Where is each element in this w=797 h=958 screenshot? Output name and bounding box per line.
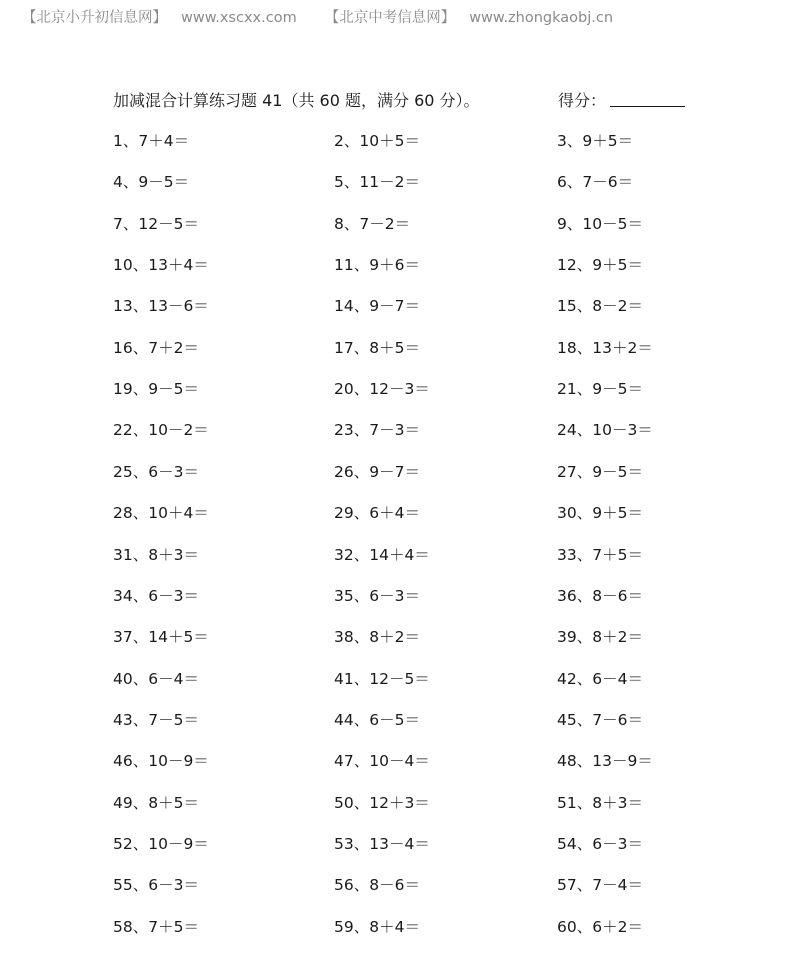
score-label: 得分： [558, 91, 607, 110]
problem-item: 10、13＋4＝ [113, 256, 209, 275]
problem-item: 19、9－5＝ [113, 380, 199, 399]
problem-item: 52、10－9＝ [113, 834, 209, 853]
problem-item: 45、7－6＝ [557, 710, 643, 729]
problem-item: 4、9－5＝ [113, 173, 190, 192]
problem-item: 35、6－3＝ [334, 586, 420, 605]
problem-item: 13、13－6＝ [113, 297, 209, 316]
problem-item: 37、14＋5＝ [113, 628, 209, 647]
problem-item: 12、9＋5＝ [557, 256, 643, 275]
site2-name: 【北京中考信息网】 [324, 10, 456, 26]
problem-item: 48、13－9＝ [557, 752, 653, 771]
problem-item: 24、10－3＝ [557, 421, 653, 440]
problem-item: 16、7＋2＝ [113, 338, 199, 357]
problem-item: 21、9－5＝ [557, 380, 643, 399]
problem-item: 38、8＋2＝ [334, 628, 420, 647]
problem-item: 1、7＋4＝ [113, 132, 190, 150]
problem-item: 25、6－3＝ [113, 462, 199, 481]
site1-name: 【北京小升初信息网】 [22, 10, 167, 26]
problem-item: 60、6＋2＝ [557, 917, 643, 936]
problem-item: 51、8＋3＝ [557, 793, 643, 812]
problem-item: 8、7－2＝ [334, 214, 411, 233]
problem-item: 58、7＋5＝ [113, 917, 199, 936]
problem-item: 54、6－3＝ [557, 834, 643, 853]
problem-item: 17、8＋5＝ [334, 338, 420, 357]
problem-item: 59、8＋4＝ [334, 917, 420, 936]
worksheet-title: 加减混合计算练习题 41（共 60 题，满分 60 分）。 [113, 91, 480, 110]
problem-item: 33、7＋5＝ [557, 545, 643, 564]
problem-item: 36、8－6＝ [557, 586, 643, 605]
problem-item: 15、8－2＝ [557, 297, 643, 316]
problem-item: 53、13－4＝ [334, 834, 430, 853]
problem-item: 44、6－5＝ [334, 710, 420, 729]
site2-url[interactable]: www.zhongkaobj.cn [469, 10, 614, 26]
problem-item: 56、8－6＝ [334, 876, 420, 895]
worksheet-title-row [113, 88, 733, 112]
problem-item: 30、9＋5＝ [557, 504, 643, 523]
site-header [22, 6, 613, 28]
problem-item: 6、7－6＝ [557, 173, 634, 192]
problem-item: 27、9－5＝ [557, 462, 643, 481]
problem-item: 32、14＋4＝ [334, 545, 430, 564]
problem-item: 20、12－3＝ [334, 380, 430, 399]
problem-item: 39、8＋2＝ [557, 628, 643, 647]
problem-item: 9、10－5＝ [557, 214, 643, 233]
problem-item: 2、10＋5＝ [334, 132, 420, 150]
site1-url[interactable]: www.xscxx.com [181, 10, 297, 26]
problem-item: 57、7－4＝ [557, 876, 643, 895]
problem-item: 47、10－4＝ [334, 752, 430, 771]
problem-item: 29、6＋4＝ [334, 504, 420, 523]
problem-item: 42、6－4＝ [557, 669, 643, 688]
problem-item: 11、9＋6＝ [334, 256, 420, 275]
problem-item: 5、11－2＝ [334, 173, 420, 192]
problem-item: 22、10－2＝ [113, 421, 209, 440]
problem-item: 41、12－5＝ [334, 669, 430, 688]
problem-item: 55、6－3＝ [113, 876, 199, 895]
problem-item: 18、13＋2＝ [557, 338, 653, 357]
problem-item: 40、6－4＝ [113, 669, 199, 688]
problem-item: 7、12－5＝ [113, 214, 199, 233]
problem-item: 49、8＋5＝ [113, 793, 199, 812]
problem-item: 31、8＋3＝ [113, 545, 199, 564]
problem-item: 23、7－3＝ [334, 421, 420, 440]
problem-item: 28、10＋4＝ [113, 504, 209, 523]
problem-item: 46、10－9＝ [113, 752, 209, 771]
problem-item: 43、7－5＝ [113, 710, 199, 729]
problem-item: 14、9－7＝ [334, 297, 420, 316]
problem-item: 26、9－7＝ [334, 462, 420, 481]
problem-item: 3、9＋5＝ [557, 132, 634, 150]
problem-item: 50、12＋3＝ [334, 793, 430, 812]
problem-item: 34、6－3＝ [113, 586, 199, 605]
score-blank-line [610, 106, 685, 107]
